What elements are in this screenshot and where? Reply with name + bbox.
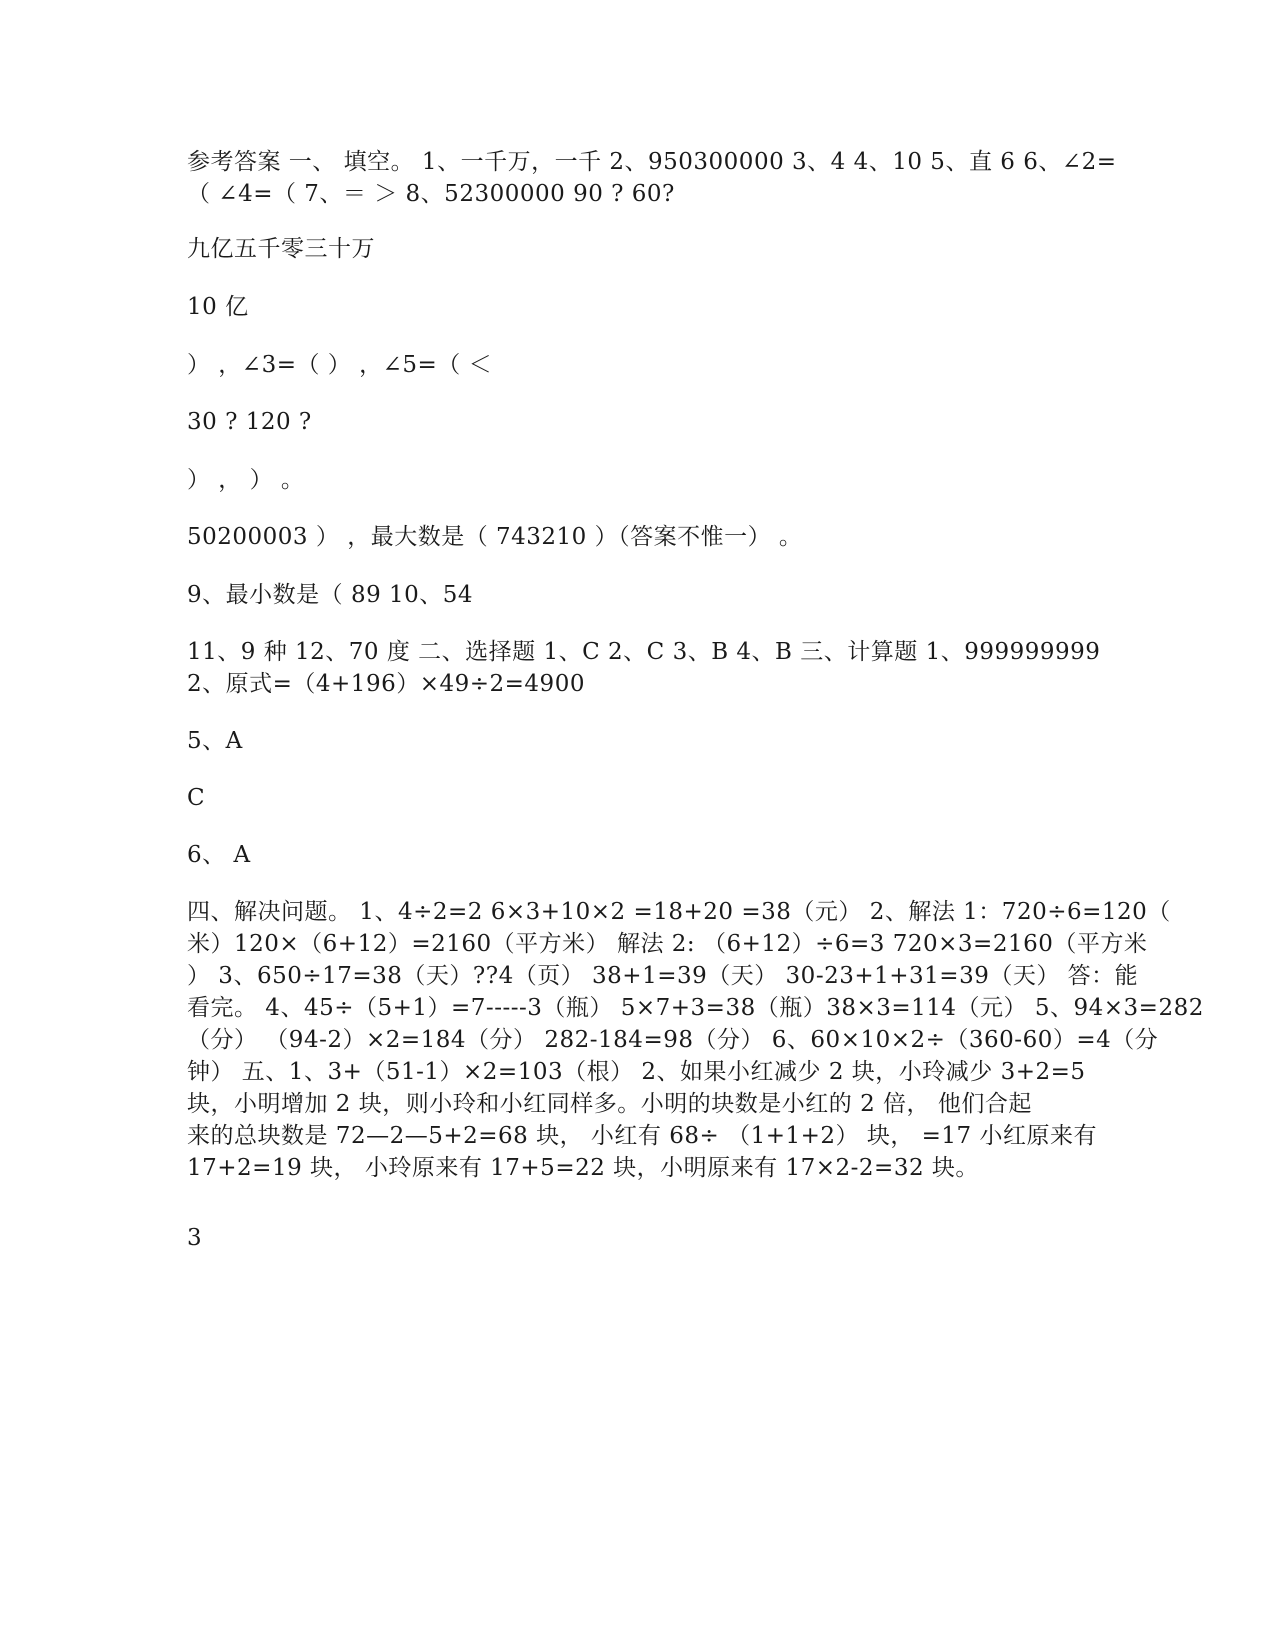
paragraph-problem-solving xyxy=(187,896,1204,1184)
paragraph-answer-c xyxy=(187,782,1092,814)
paragraph-answer-5 xyxy=(187,725,1092,757)
paragraph-choice-and-calculation xyxy=(187,636,1101,700)
paragraph-angle-values xyxy=(187,406,1092,438)
text-line: ） ，∠3=（ ） ，∠5=（ ＜ xyxy=(187,352,493,378)
paragraph-number-words xyxy=(187,233,1092,265)
paragraph-answer-6 xyxy=(187,839,1092,871)
text-line: 米）120×（6+12）=2160（平方米） 解法 2: （6+12）÷6=3 720×3=2160（平方米 xyxy=(187,931,1148,957)
text-line: 四、解决问题。 1、4÷2=2 6×3+10×2 =18+20 =38（元） 2、解法 1：720÷6=120（ xyxy=(187,899,1171,925)
text-line: （ ∠4=（ 7、＝ ＞ 8、52300000 90 ? 60? xyxy=(187,181,675,207)
text-line: C xyxy=(187,785,206,811)
text-line: ） 3、650÷17=38（天）??4（页） 38+1=39（天） 30-23+1+31=39（天） 答：能 xyxy=(187,963,1139,989)
text-line: 钟） 五、1、3+（51-1）×2=103（根） 2、如果小红减少 2 块，小玲减少 3+2=5 xyxy=(187,1059,1086,1085)
text-line: 6、 A xyxy=(187,842,251,868)
paragraph-angles xyxy=(187,349,1092,381)
paragraph-min-number xyxy=(187,579,1092,611)
text-line: 30 ? 120 ? xyxy=(187,409,312,435)
text-line: 来的总块数是 72—2—5+2=68 块， 小红有 68÷ （1+1+2） 块， =17 小红原来有 xyxy=(187,1123,1097,1149)
paragraph-ten-yi xyxy=(187,291,1092,323)
text-line: 3 xyxy=(187,1225,203,1251)
paragraph-brackets xyxy=(187,464,1092,496)
text-line: ） ， ） 。 xyxy=(187,467,305,493)
text-line: 5、A xyxy=(187,728,243,754)
text-line: 2、原式=（4+196）×49÷2=4900 xyxy=(187,671,585,697)
text-line: 参考答案 一、 填空。 1、一千万，一千 2、950300000 3、4 4、10 5、直 6 6、∠2= xyxy=(187,149,1117,175)
text-line: 11、9 种 12、70 度 二、选择题 1、C 2、C 3、B 4、B 三、计算题 1、999999999 xyxy=(187,639,1101,665)
paragraph-answer-key-fill-in xyxy=(187,146,1117,210)
text-line: 九亿五千零三十万 xyxy=(187,236,375,262)
text-line: 17+2=19 块， 小玲原来有 17+5=22 块，小明原来有 17×2-2=32 块。 xyxy=(187,1155,979,1181)
text-line: 10 亿 xyxy=(187,294,249,320)
page-number xyxy=(187,1222,1092,1254)
text-line: 看完。 4、45÷（5+1）=7-----3（瓶） 5×7+3=38（瓶）38×3=114（元） 5、94×3=282 xyxy=(187,995,1204,1021)
text-line: 块，小明增加 2 块，则小玲和小红同样多。小明的块数是小红的 2 倍， 他们合起 xyxy=(187,1091,1032,1117)
paragraph-max-number xyxy=(187,521,1092,553)
text-line: 9、最小数是（ 89 10、54 xyxy=(187,582,474,608)
text-line: 50200003 ） ，最大数是（ 743210 ）（答案不惟一） 。 xyxy=(187,524,803,550)
text-line: （分） （94-2）×2=184（分） 282-184=98（分） 6、60×10×2÷（360-60）=4（分 xyxy=(187,1027,1159,1053)
